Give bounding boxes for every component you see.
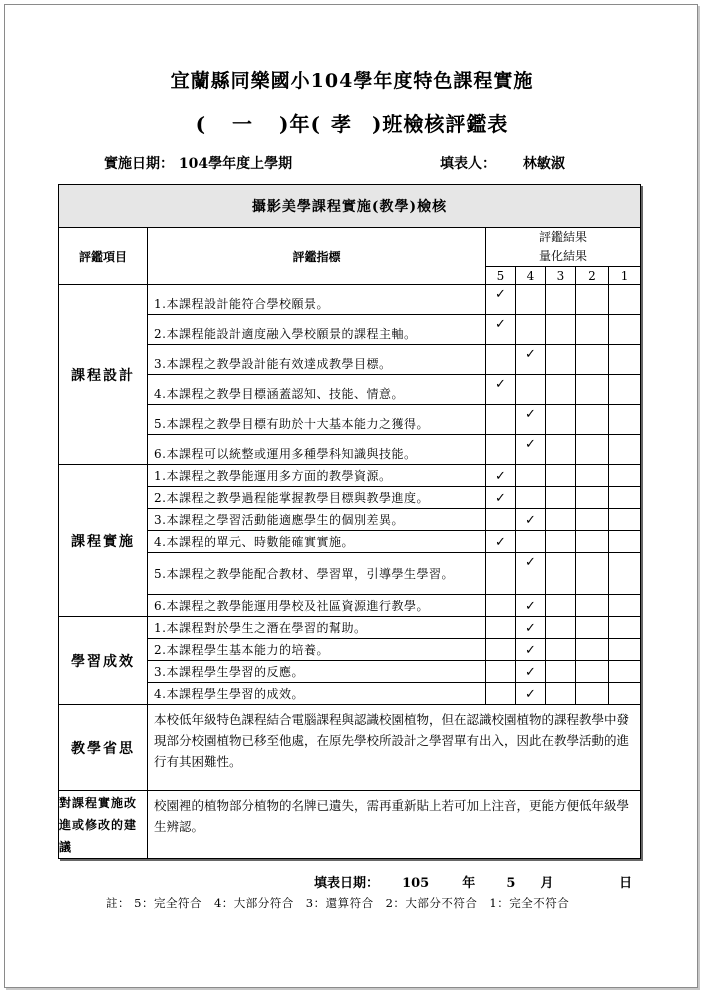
score-cell-5 [486, 617, 516, 639]
fill-date-month: 5 [506, 876, 516, 891]
check-mark-icon: ✓ [525, 643, 536, 658]
score-cell-5 [486, 435, 516, 465]
score-cell-5 [486, 639, 516, 661]
score-cell-1 [609, 595, 641, 617]
score-cell-5 [486, 553, 516, 595]
score-header-2: 2 [576, 267, 609, 285]
score-cell-2 [576, 661, 609, 683]
score-cell-3 [546, 285, 576, 315]
header-indicator: 評鑑指標 [148, 228, 486, 285]
score-cell-4 [516, 509, 546, 531]
implementation-date [104, 153, 292, 173]
indicator-text: 4.本課程的單元、時數能確實實施。 [148, 531, 486, 553]
score-header-4: 4 [516, 267, 546, 285]
score-cell-4 [516, 617, 546, 639]
score-cell-1 [609, 639, 641, 661]
check-mark-icon: ✓ [495, 317, 506, 332]
score-cell-3 [546, 435, 576, 465]
score-cell-2 [576, 553, 609, 595]
indicator-text: 1.本課程對於學生之潛在學習的幫助。 [148, 617, 486, 639]
score-cell-4 [516, 315, 546, 345]
fill-date-month-unit: 月 [540, 876, 554, 891]
indicator-text: 6.本課程之教學能運用學校及社區資源進行教學。 [148, 595, 486, 617]
score-cell-5 [486, 487, 516, 509]
score-cell-1 [609, 435, 641, 465]
suggestion-category: 對課程實施改進或修改的建議 [59, 791, 148, 859]
score-cell-1 [609, 553, 641, 595]
score-cell-4 [516, 639, 546, 661]
score-cell-2 [576, 595, 609, 617]
score-cell-1 [609, 661, 641, 683]
score-cell-5 [486, 285, 516, 315]
check-mark-icon: ✓ [525, 407, 536, 422]
reflection-category: 教學省思 [59, 705, 148, 791]
date-value: 104學年度上學期 [178, 156, 293, 172]
subtitle-open-paren: ( [195, 112, 207, 136]
subtitle-grade: 一 [232, 112, 254, 136]
indicator-text: 5.本課程之教學目標有助於十大基本能力之獲得。 [148, 405, 486, 435]
score-cell-4 [516, 595, 546, 617]
check-mark-icon: ✓ [525, 437, 536, 452]
score-cell-5 [486, 683, 516, 705]
indicator-text: 1.本課程設計能符合學校願景。 [148, 285, 486, 315]
score-cell-2 [576, 465, 609, 487]
category-cell: 課程實施 [59, 465, 148, 617]
indicator-text: 3.本課程之學習活動能適應學生的個別差異。 [148, 509, 486, 531]
check-mark-icon: ✓ [495, 287, 506, 302]
filler-name: 林敏淑 [522, 156, 565, 172]
score-cell-1 [609, 509, 641, 531]
score-cell-3 [546, 405, 576, 435]
score-cell-3 [546, 595, 576, 617]
score-cell-3 [546, 661, 576, 683]
indicator-text: 4.本課程學生學習的成效。 [148, 683, 486, 705]
score-cell-2 [576, 345, 609, 375]
score-cell-2 [576, 639, 609, 661]
check-mark-icon: ✓ [495, 469, 506, 484]
score-cell-3 [546, 375, 576, 405]
score-cell-1 [609, 285, 641, 315]
indicator-row [59, 617, 641, 639]
score-cell-2 [576, 617, 609, 639]
score-cell-3 [546, 683, 576, 705]
score-cell-3 [546, 465, 576, 487]
score-cell-2 [576, 487, 609, 509]
score-cell-5 [486, 405, 516, 435]
filler-label: 填表人： [440, 156, 496, 172]
indicator-text: 3.本課程之教學設計能有效達成教學目標。 [148, 345, 486, 375]
score-cell-5 [486, 531, 516, 553]
score-cell-1 [609, 405, 641, 435]
score-cell-2 [576, 315, 609, 345]
subtitle-close-grade: )年( [279, 112, 321, 136]
header-item: 評鑑項目 [59, 228, 148, 285]
check-mark-icon: ✓ [495, 535, 506, 550]
score-cell-1 [609, 487, 641, 509]
suggestion-text: 校園裡的植物部分植物的名牌已遺失，需再重新貼上若可加上注音，更能方便低年級學生辨認。 [148, 791, 641, 859]
indicator-text: 6.本課程可以統整或運用多種學科知識與技能。 [148, 435, 486, 465]
score-cell-4 [516, 345, 546, 375]
score-cell-3 [546, 531, 576, 553]
header-result-line2: 量化結果 [539, 249, 588, 263]
table-title: 攝影美學課程實施(教學)檢核 [59, 185, 641, 228]
indicator-text: 5.本課程之教學能配合教材、學習單，引導學生學習。 [148, 553, 486, 595]
score-cell-5 [486, 375, 516, 405]
score-cell-4 [516, 661, 546, 683]
score-cell-2 [576, 509, 609, 531]
score-header-5: 5 [486, 267, 516, 285]
check-mark-icon: ✓ [525, 347, 536, 362]
indicator-text: 1.本課程之教學能運用多方面的教學資源。 [148, 465, 486, 487]
score-cell-3 [546, 509, 576, 531]
filler [440, 153, 565, 173]
header-result [486, 228, 641, 267]
subtitle-suffix: )班檢核評鑑表 [371, 112, 509, 136]
date-label: 實施日期： [104, 156, 174, 172]
score-cell-3 [546, 553, 576, 595]
score-cell-5 [486, 465, 516, 487]
check-mark-icon: ✓ [525, 621, 536, 636]
score-cell-4 [516, 405, 546, 435]
indicator-text: 4.本課程之教學目標涵蓋認知、技能、情意。 [148, 375, 486, 405]
score-cell-3 [546, 639, 576, 661]
check-mark-icon: ✓ [495, 491, 506, 506]
indicator-row [59, 465, 641, 487]
score-cell-4 [516, 683, 546, 705]
document-title: 宜蘭縣同樂國小104學年度特色課程實施 [170, 70, 534, 92]
fill-date-year: 105 [402, 876, 430, 891]
score-cell-1 [609, 617, 641, 639]
check-mark-icon: ✓ [525, 665, 536, 680]
evaluation-table [58, 184, 641, 859]
score-cell-4 [516, 375, 546, 405]
score-cell-3 [546, 345, 576, 375]
indicator-text: 3.本課程學生學習的反應。 [148, 661, 486, 683]
score-cell-4 [516, 465, 546, 487]
score-cell-1 [609, 345, 641, 375]
fill-date [314, 872, 632, 891]
score-cell-2 [576, 531, 609, 553]
score-cell-3 [546, 487, 576, 509]
score-cell-4 [516, 531, 546, 553]
score-cell-2 [576, 375, 609, 405]
category-cell: 學習成效 [59, 617, 148, 705]
fill-date-day-unit: 日 [619, 876, 633, 891]
score-cell-3 [546, 315, 576, 345]
check-mark-icon: ✓ [525, 687, 536, 702]
indicator-text: 2.本課程能設計適度融入學校願景的課程主軸。 [148, 315, 486, 345]
score-cell-2 [576, 435, 609, 465]
score-cell-1 [609, 315, 641, 345]
score-cell-4 [516, 435, 546, 465]
check-mark-icon: ✓ [495, 377, 506, 392]
header-result-line1: 評鑑結果 [539, 230, 588, 244]
indicator-text: 2.本課程之教學過程能掌握教學目標與教學進度。 [148, 487, 486, 509]
score-cell-1 [609, 375, 641, 405]
score-cell-5 [486, 595, 516, 617]
score-cell-1 [609, 465, 641, 487]
score-cell-2 [576, 285, 609, 315]
score-cell-4 [516, 487, 546, 509]
check-mark-icon: ✓ [525, 513, 536, 528]
score-cell-1 [609, 531, 641, 553]
score-legend-note: 註： 5：完全符合 4：大部分符合 3：還算符合 2：大部分不符合 1：完全不符合 [106, 896, 570, 910]
score-cell-5 [486, 315, 516, 345]
score-cell-4 [516, 285, 546, 315]
document-subtitle [0, 108, 704, 137]
score-cell-2 [576, 405, 609, 435]
score-cell-2 [576, 683, 609, 705]
indicator-text: 2.本課程學生基本能力的培養。 [148, 639, 486, 661]
indicator-row [59, 285, 641, 315]
category-cell: 課程設計 [59, 285, 148, 465]
score-header-1: 1 [609, 267, 641, 285]
subtitle-class: 孝 [330, 112, 352, 136]
check-mark-icon: ✓ [525, 555, 536, 570]
score-cell-1 [609, 683, 641, 705]
fill-date-label: 填表日期： [314, 876, 380, 891]
score-cell-5 [486, 661, 516, 683]
score-cell-5 [486, 345, 516, 375]
score-header-3: 3 [546, 267, 576, 285]
score-cell-4 [516, 553, 546, 595]
reflection-text: 本校低年級特色課程結合電腦課程與認識校園植物，但在認識校園植物的課程教學中發現部分校園植物已移至他處，在原先學校所設計之學習單有出入，因此在教學活動的進行有其困難性。 [148, 705, 641, 791]
fill-date-year-unit: 年 [462, 876, 476, 891]
score-cell-3 [546, 617, 576, 639]
score-cell-5 [486, 509, 516, 531]
check-mark-icon: ✓ [525, 599, 536, 614]
